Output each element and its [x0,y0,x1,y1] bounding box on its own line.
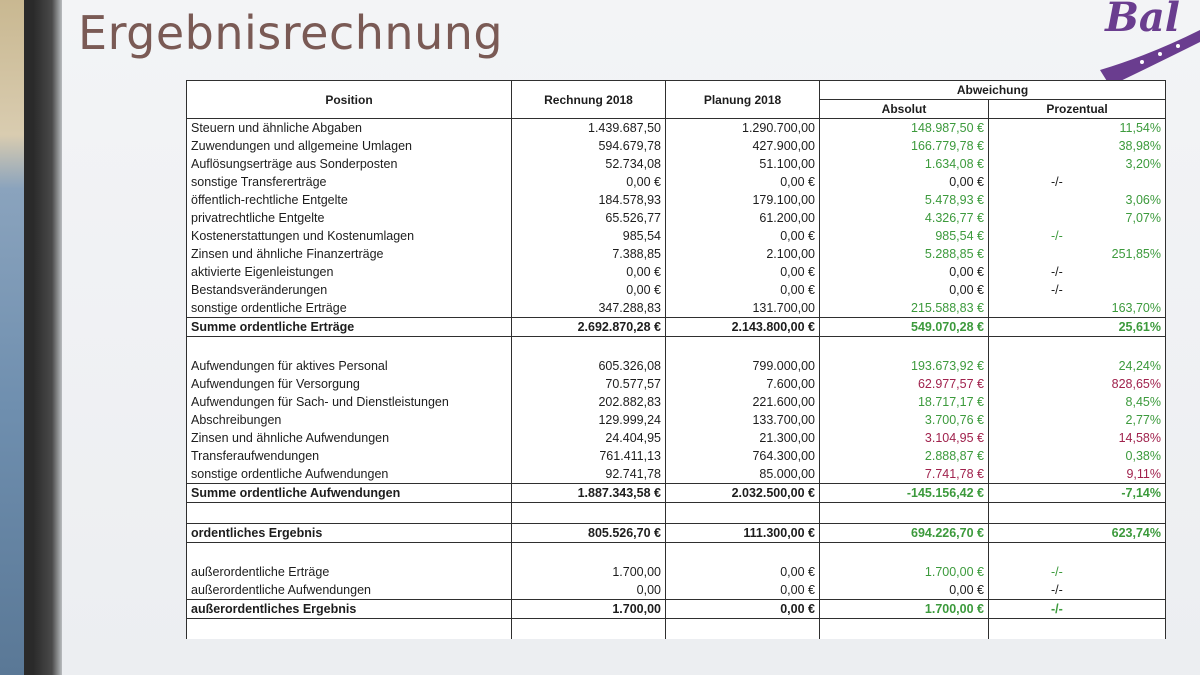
row-actual-value: 70.577,57 [512,375,666,393]
row-label: Zinsen und ähnliche Finanzerträge [187,245,512,263]
row-plan-value: 427.900,00 [666,137,820,155]
revenue-row [187,245,1166,263]
expense-row [187,411,1166,429]
background-window-edge [0,0,34,675]
row-actual-value: 2.692.870,28 € [512,318,666,337]
row-plan-value: 0,00 € [666,173,820,191]
row-absolute-deviation: 2.888,87 € [820,447,989,465]
revenue-row [187,281,1166,299]
logo-text: Bal [1105,0,1180,41]
row-actual-value: 0,00 € [512,263,666,281]
row-absolute-deviation: 3.104,95 € [820,429,989,447]
revenue-row [187,119,1166,138]
row-percent-deviation: -/- [989,581,1166,600]
row-absolute-deviation: 549.070,28 € [820,318,989,337]
row-label: sonstige ordentliche Erträge [187,299,512,318]
row-label: Steuern und ähnliche Abgaben [187,119,512,138]
row-percent-deviation: 0,38% [989,447,1166,465]
row-label: Kostenerstattungen und Kostenumlagen [187,227,512,245]
row-label: Aufwendungen für Sach- und Dienstleistungen [187,393,512,411]
row-label: privatrechtliche Entgelte [187,209,512,227]
section-spacer [187,543,1166,564]
row-label: außerordentliche Erträge [187,563,512,581]
spacer-cell [666,337,820,358]
row-absolute-deviation: 1.700,00 € [820,600,989,619]
header-plan: Planung 2018 [666,81,820,119]
row-percent-deviation: 8,45% [989,393,1166,411]
extraordinary-row [187,581,1166,600]
revenue-row [187,191,1166,209]
section-spacer [187,337,1166,358]
row-actual-value: 52.734,08 [512,155,666,173]
income-statement-table [186,80,1166,639]
table-body [187,119,1166,640]
header-actual: Rechnung 2018 [512,81,666,119]
row-plan-value: 2.032.500,00 € [666,484,820,503]
row-percent-deviation: 9,11% [989,465,1166,484]
row-absolute-deviation: 62.977,57 € [820,375,989,393]
row-absolute-deviation: 694.226,70 € [820,524,989,543]
row-percent-deviation: -/- [989,263,1166,281]
slide-title: Ergebnisrechnung [78,6,504,60]
header-absolute: Absolut [820,100,989,119]
row-absolute-deviation: 215.588,83 € [820,299,989,318]
spacer-cell [820,337,989,358]
header-position: Position [187,81,512,119]
row-absolute-deviation: -145.156,42 € [820,484,989,503]
row-actual-value: 985,54 [512,227,666,245]
row-actual-value: 1.700,00 [512,563,666,581]
row-absolute-deviation: 3.700,76 € [820,411,989,429]
row-label: Aufwendungen für Versorgung [187,375,512,393]
spacer-cell [820,503,989,524]
ordinary-result-row [187,524,1166,543]
expense-row [187,393,1166,411]
expense-row [187,429,1166,447]
spacer-cell [512,337,666,358]
spacer-cell [512,619,666,640]
row-absolute-deviation: 1.700,00 € [820,563,989,581]
row-plan-value: 0,00 € [666,600,820,619]
row-absolute-deviation: 148.987,50 € [820,119,989,138]
expense-sum-row [187,484,1166,503]
row-actual-value: 202.882,83 [512,393,666,411]
row-label: Summe ordentliche Aufwendungen [187,484,512,503]
spacer-cell [666,503,820,524]
extraordinary-result-row [187,600,1166,619]
row-absolute-deviation: 18.717,17 € [820,393,989,411]
spacer-cell [187,619,512,640]
section-spacer [187,503,1166,524]
row-percent-deviation: -/- [989,563,1166,581]
row-actual-value: 92.741,78 [512,465,666,484]
row-label: Transferaufwendungen [187,447,512,465]
row-plan-value: 0,00 € [666,263,820,281]
row-absolute-deviation: 0,00 € [820,281,989,299]
row-plan-value: 179.100,00 [666,191,820,209]
row-percent-deviation: 251,85% [989,245,1166,263]
row-label: sonstige ordentliche Aufwendungen [187,465,512,484]
row-percent-deviation: -/- [989,227,1166,245]
row-plan-value: 61.200,00 [666,209,820,227]
spacer-cell [989,543,1166,564]
row-label: sonstige Transfererträge [187,173,512,191]
row-percent-deviation: -/- [989,173,1166,191]
row-label: Bestandsveränderungen [187,281,512,299]
row-absolute-deviation: 985,54 € [820,227,989,245]
expense-row [187,447,1166,465]
row-actual-value: 0,00 [512,581,666,600]
row-plan-value: 2.143.800,00 € [666,318,820,337]
row-percent-deviation: 3,20% [989,155,1166,173]
row-plan-value: 0,00 € [666,563,820,581]
revenue-row [187,263,1166,281]
revenue-row [187,227,1166,245]
row-plan-value: 799.000,00 [666,357,820,375]
row-label: Auflösungserträge aus Sonderposten [187,155,512,173]
expense-row [187,465,1166,484]
section-spacer [187,619,1166,640]
row-actual-value: 184.578,93 [512,191,666,209]
row-percent-deviation: 24,24% [989,357,1166,375]
revenue-row [187,173,1166,191]
row-percent-deviation: 3,06% [989,191,1166,209]
revenue-sum-row [187,318,1166,337]
spacer-cell [989,619,1166,640]
screen-bezel [34,0,64,675]
row-percent-deviation: 38,98% [989,137,1166,155]
row-plan-value: 764.300,00 [666,447,820,465]
row-actual-value: 65.526,77 [512,209,666,227]
row-percent-deviation: 25,61% [989,318,1166,337]
spacer-cell [512,543,666,564]
row-plan-value: 0,00 € [666,281,820,299]
spacer-cell [512,503,666,524]
row-absolute-deviation: 0,00 € [820,173,989,191]
row-actual-value: 605.326,08 [512,357,666,375]
row-label: öffentlich-rechtliche Entgelte [187,191,512,209]
row-label: Aufwendungen für aktives Personal [187,357,512,375]
row-plan-value: 7.600,00 [666,375,820,393]
row-plan-value: 0,00 € [666,227,820,245]
brand-logo [1080,0,1200,90]
row-plan-value: 85.000,00 [666,465,820,484]
row-actual-value: 347.288,83 [512,299,666,318]
spacer-cell [989,503,1166,524]
row-actual-value: 1.439.687,50 [512,119,666,138]
row-absolute-deviation: 1.634,08 € [820,155,989,173]
row-actual-value: 805.526,70 € [512,524,666,543]
row-plan-value: 21.300,00 [666,429,820,447]
row-percent-deviation: -/- [989,281,1166,299]
row-absolute-deviation: 5.288,85 € [820,245,989,263]
row-label: ordentliches Ergebnis [187,524,512,543]
header-deviation: Abweichung [820,81,1166,100]
row-label: Zinsen und ähnliche Aufwendungen [187,429,512,447]
row-label: außerordentliche Aufwendungen [187,581,512,600]
row-plan-value: 111.300,00 € [666,524,820,543]
spacer-cell [989,337,1166,358]
row-plan-value: 133.700,00 [666,411,820,429]
row-actual-value: 761.411,13 [512,447,666,465]
row-percent-deviation: 11,54% [989,119,1166,138]
row-absolute-deviation: 193.673,92 € [820,357,989,375]
spacer-cell [820,619,989,640]
row-absolute-deviation: 7.741,78 € [820,465,989,484]
row-plan-value: 1.290.700,00 [666,119,820,138]
revenue-row [187,299,1166,318]
row-absolute-deviation: 166.779,78 € [820,137,989,155]
row-percent-deviation: 828,65% [989,375,1166,393]
row-actual-value: 1.887.343,58 € [512,484,666,503]
revenue-row [187,155,1166,173]
row-plan-value: 131.700,00 [666,299,820,318]
row-absolute-deviation: 4.326,77 € [820,209,989,227]
row-label: außerordentliches Ergebnis [187,600,512,619]
row-percent-deviation: 623,74% [989,524,1166,543]
spacer-cell [187,543,512,564]
spacer-cell [187,337,512,358]
expense-row [187,375,1166,393]
header-percent: Prozentual [989,100,1166,119]
revenue-row [187,209,1166,227]
row-percent-deviation: 2,77% [989,411,1166,429]
row-label: Abschreibungen [187,411,512,429]
row-actual-value: 1.700,00 [512,600,666,619]
row-absolute-deviation: 5.478,93 € [820,191,989,209]
row-percent-deviation: 7,07% [989,209,1166,227]
spacer-cell [820,543,989,564]
row-plan-value: 0,00 € [666,581,820,600]
row-actual-value: 129.999,24 [512,411,666,429]
row-percent-deviation: 163,70% [989,299,1166,318]
row-actual-value: 0,00 € [512,281,666,299]
row-plan-value: 221.600,00 [666,393,820,411]
row-actual-value: 7.388,85 [512,245,666,263]
spacer-cell [666,543,820,564]
spacer-cell [187,503,512,524]
row-actual-value: 594.679,78 [512,137,666,155]
row-percent-deviation: 14,58% [989,429,1166,447]
row-absolute-deviation: 0,00 € [820,581,989,600]
row-plan-value: 51.100,00 [666,155,820,173]
row-plan-value: 2.100,00 [666,245,820,263]
spacer-cell [666,619,820,640]
row-actual-value: 0,00 € [512,173,666,191]
extraordinary-row [187,563,1166,581]
revenue-row [187,137,1166,155]
row-absolute-deviation: 0,00 € [820,263,989,281]
row-percent-deviation: -/- [989,600,1166,619]
row-actual-value: 24.404,95 [512,429,666,447]
row-label: Zuwendungen und allgemeine Umlagen [187,137,512,155]
row-label: aktivierte Eigenleistungen [187,263,512,281]
row-label: Summe ordentliche Erträge [187,318,512,337]
expense-row [187,357,1166,375]
row-percent-deviation: -7,14% [989,484,1166,503]
